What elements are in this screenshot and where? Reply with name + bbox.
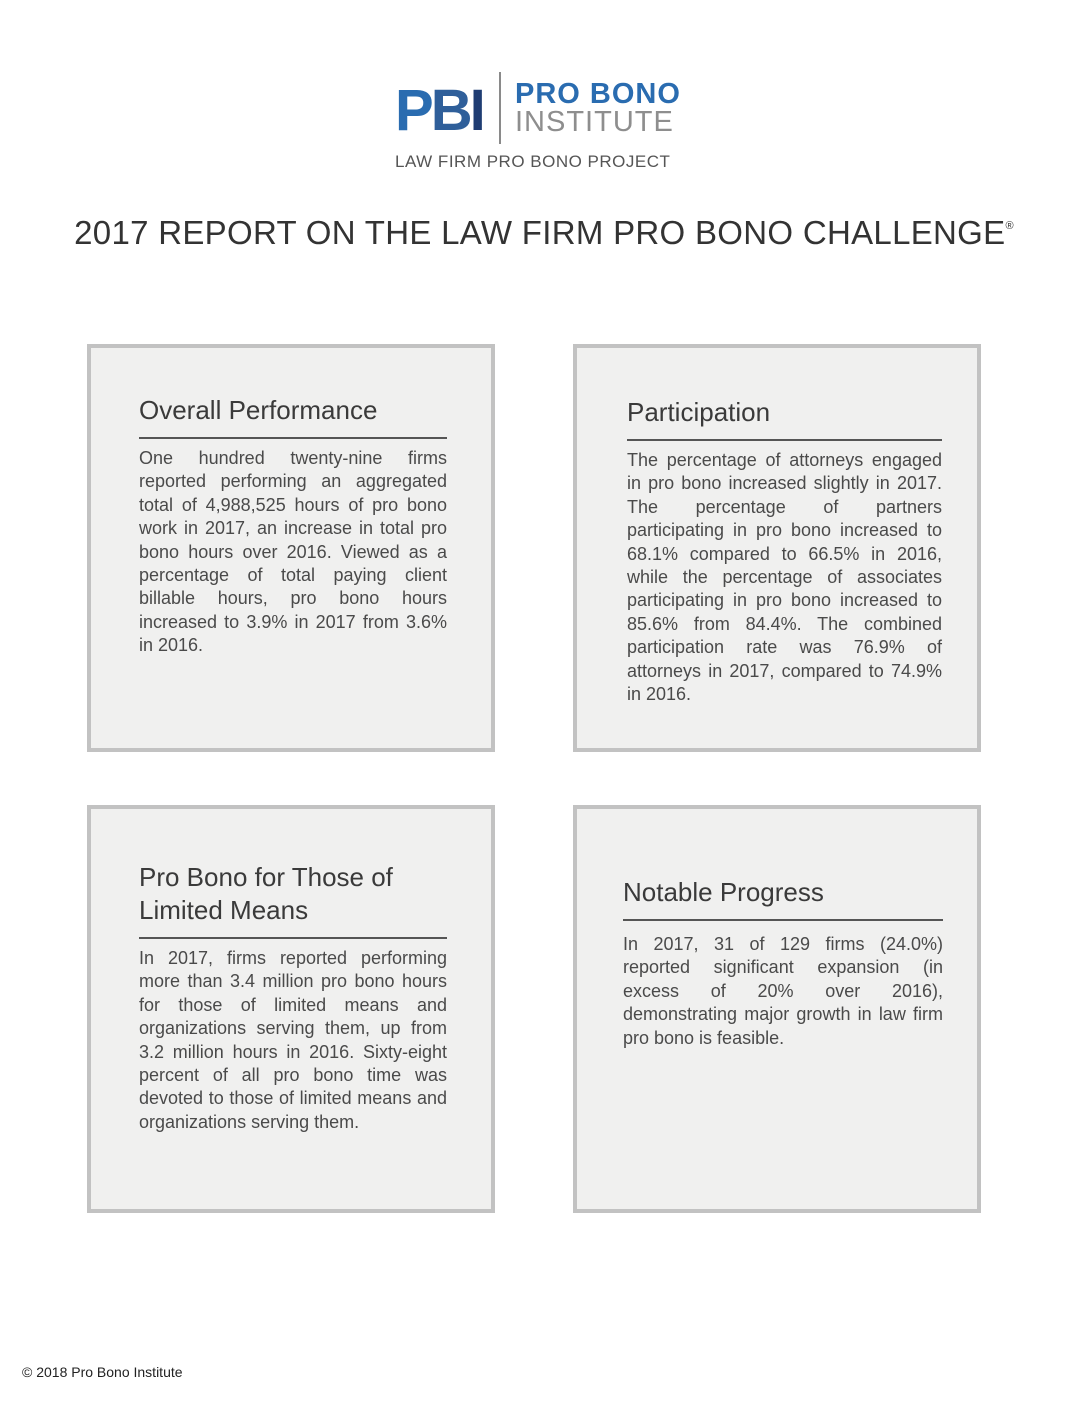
card-body: In 2017, firms reported performing more than 3.4 million pro bono hours for those of limited means and organizations serving them, up from 3.2 million hours in 2016. Sixty-eight percent of all pro bono time was devoted to those of limited means and organizations serving them. — [139, 948, 447, 1132]
logo-divider — [499, 72, 501, 144]
card-title: Overall Performance — [139, 395, 378, 425]
copyright-footer: © 2018 Pro Bono Institute — [22, 1364, 183, 1380]
card-divider — [627, 439, 942, 441]
logo-name-line2: INSTITUTE — [515, 106, 674, 138]
card-overall-performance — [87, 344, 495, 752]
card-divider — [139, 437, 447, 439]
registered-mark: ® — [1005, 220, 1014, 232]
card-body: One hundred twenty-nine firms reported performing an aggregated total of 4,988,525 hours of pro bono work in 2017, an increase in total pro bono hours over 2016. Viewed as a percentage of total paying client billable hours, pro bono hours increased to 3.9% in 2017 from 3.6% in 2016. — [139, 448, 447, 656]
card-body: In 2017, 31 of 129 firms (24.0%) reported significant expansion (in excess of 20% over 2016), demonstrating major growth in law firm pro bono is feasible. — [623, 934, 943, 1048]
logo-name-line1: PRO BONO — [515, 78, 681, 110]
card-title: Participation — [627, 397, 771, 427]
card-body: The percentage of attorneys engaged in pro bono increased slightly in 2017. The percentage of partners participating in pro bono increased to 68.1% compared to 66.5% in 2016, while the percentage of associates participating in pro bono increased to 85.6% from 84.4%. The combined participation rate was 76.9% of attorneys in 2017, compared to 74.9% in 2016. — [627, 450, 942, 705]
pbi-initials: PBI — [395, 78, 483, 143]
card-limited-means — [87, 805, 495, 1213]
page-title-text: 2017 REPORT ON THE LAW FIRM PRO BONO CHALLENGE — [74, 214, 1006, 251]
page-title — [0, 214, 1088, 252]
logo-subtitle: LAW FIRM PRO BONO PROJECT — [395, 152, 671, 171]
pbi-logo — [393, 70, 703, 180]
card-participation — [573, 344, 981, 752]
card-title: Pro Bono for Those of Limited Means — [139, 862, 393, 925]
card-notable-progress — [573, 805, 981, 1213]
logo-wordmark — [515, 80, 681, 136]
card-divider — [139, 937, 447, 939]
card-title: Notable Progress — [623, 877, 824, 907]
card-divider — [623, 919, 943, 921]
